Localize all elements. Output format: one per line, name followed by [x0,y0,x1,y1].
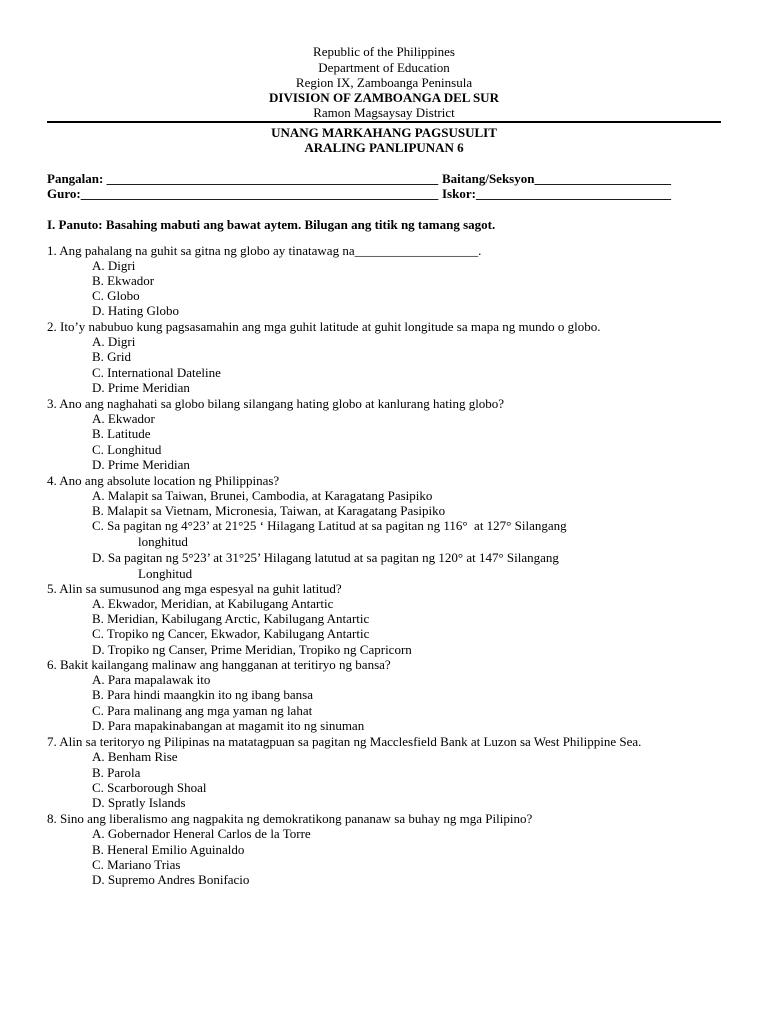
choice-3a[interactable]: A. Ekwador [92,411,155,426]
choice-4b[interactable]: B. Malapit sa Vietnam, Micronesia, Taiwan, at Karagatang Pasipiko [92,503,446,518]
choice-7c[interactable]: C. Scarborough Shoal [92,780,207,795]
question-7: 7. Alin sa teritoryo ng Pilipinas na matatagpuan sa pagitan ng Macclesfield Bank at Luzon sa West Philippine Sea. [47,734,642,749]
choice-2b[interactable]: B. Grid [92,349,131,364]
choice-8c[interactable]: C. Mariano Trias [92,857,181,872]
question-6: 6. Bakit kailangang malinaw ang hangganan at teritiryo ng bansa? [47,657,391,672]
question-2: 2. Ito’y nabubuo kung pagsasamahin ang mga guhit latitude at guhit longitude sa mapa ng mundo o globo. [47,319,601,334]
choice-7b[interactable]: B. Parola [92,765,141,780]
question-8: 8. Sino ang liberalismo ang nagpakita ng demokratikong pananaw sa buhay ng mga Pilipino? [47,811,533,826]
header-region: Region IX, Zamboanga Peninsula [295,75,473,90]
header-district: Ramon Magsaysay District [313,105,455,120]
choice-8b[interactable]: B. Heneral Emilio Aguinaldo [92,842,245,857]
header-republic: Republic of the Philippines [313,44,455,59]
score-field[interactable]: Iskor:______________________________ [442,186,671,201]
choice-2a[interactable]: A. Digri [92,334,136,349]
choice-1a[interactable]: A. Digri [92,258,136,273]
choice-5c[interactable]: C. Tropiko ng Cancer, Ekwador, Kabilugang Antartic [92,626,370,641]
choice-4c[interactable]: C. Sa pagitan ng 4°23’ at 21°25 ‘ Hilagang Latitud at sa pagitan ng 116° at 127° Silangang [92,518,567,533]
choice-1c[interactable]: C. Globo [92,288,140,303]
choice-6c[interactable]: C. Para malinang ang mga yaman ng lahat [92,703,313,718]
header-division: DIVISION OF ZAMBOANGA DEL SUR [269,90,499,105]
choice-8d[interactable]: D. Supremo Andres Bonifacio [92,872,250,887]
question-5: 5. Alin sa sumusunod ang mga espesyal na guhit latitud? [47,581,342,596]
choice-5b[interactable]: B. Meridian, Kabilugang Arctic, Kabilugang Antartic [92,611,370,626]
header-department: Department of Education [318,60,450,75]
choice-4a[interactable]: A. Malapit sa Taiwan, Brunei, Cambodia, at Karagatang Pasipiko [92,488,433,503]
question-1: 1. Ang pahalang na guhit sa gitna ng globo ay tinatawag na___________________. [47,243,482,258]
instructions: I. Panuto: Basahing mabuti ang bawat aytem. Bilugan ang titik ng tamang sagot. [47,217,496,232]
choice-4d-continued: Longhitud [138,566,193,581]
exam-title: UNANG MARKAHANG PAGSUSULIT [271,125,497,140]
choice-6d[interactable]: D. Para mapakinabangan at magamit ito ng sinuman [92,718,365,733]
question-4: 4. Ano ang absolute location ng Philippinas? [47,473,280,488]
choice-3b[interactable]: B. Latitude [92,426,151,441]
name-field[interactable]: Pangalan: ___________________________________________________ [47,171,439,186]
question-3: 3. Ano ang naghahati sa globo bilang silangang hating globo at kanlurang hating globo? [47,396,505,411]
choice-4d[interactable]: D. Sa pagitan ng 5°23’ at 31°25’ Hilagang latutud at sa pagitan ng 120° at 147° Silangang [92,550,559,565]
header-divider [47,121,721,123]
choice-1b[interactable]: B. Ekwador [92,273,155,288]
grade-section-field[interactable]: Baitang/Seksyon_____________________ [442,171,671,186]
teacher-field[interactable]: Guro:_______________________________________________________ [47,186,439,201]
choice-6a[interactable]: A. Para mapalawak ito [92,672,211,687]
choice-6b[interactable]: B. Para hindi maangkin ito ng ibang bansa [92,687,313,702]
choice-8a[interactable]: A. Gobernador Heneral Carlos de la Torre [92,826,311,841]
choice-2c[interactable]: C. International Dateline [92,365,221,380]
choice-3c[interactable]: C. Longhitud [92,442,162,457]
subject-title: ARALING PANLIPUNAN 6 [304,140,464,155]
choice-1d[interactable]: D. Hating Globo [92,303,180,318]
choice-2d[interactable]: D. Prime Meridian [92,380,190,395]
choice-4c-continued: longhitud [138,534,188,549]
choice-5d[interactable]: D. Tropiko ng Canser, Prime Meridian, Tropiko ng Capricorn [92,642,412,657]
choice-3d[interactable]: D. Prime Meridian [92,457,190,472]
choice-7a[interactable]: A. Benham Rise [92,749,178,764]
choice-7d[interactable]: D. Spratly Islands [92,795,186,810]
choice-5a[interactable]: A. Ekwador, Meridian, at Kabilugang Antartic [92,596,334,611]
